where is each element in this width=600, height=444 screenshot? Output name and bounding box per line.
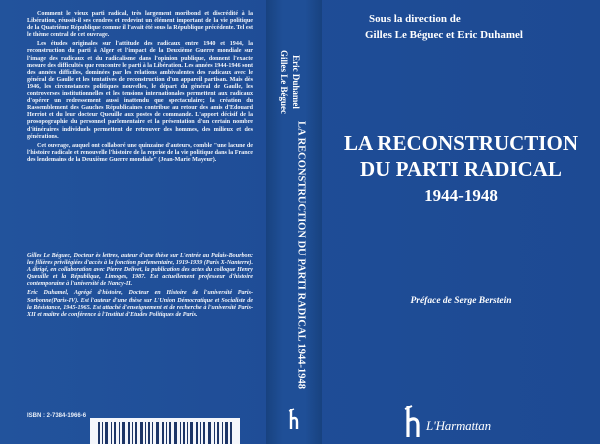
spine-author-1: Gilles Le Béguec [279, 50, 289, 114]
publisher-name: L'Harmattan [426, 418, 491, 433]
book-title [322, 130, 600, 209]
blurb-paragraph-3: Cet ouvrage, auquel ont collaboré une quinzaine d'auteurs, comble "une lacune de l'histoire radicale et renouvelle l'histoire de la reprise de la vie politique dans la France des lendemains de la Deuxième Guerre mondiale" (Jean-Marie Mayeur). [27, 142, 253, 163]
spine [266, 0, 322, 444]
back-cover [0, 0, 266, 444]
title-line-1: LA RECONSTRUCTION [344, 131, 578, 155]
direction-label: Sous la direction de [369, 13, 461, 25]
blurb-paragraph-1: Comment le vieux parti radical, très largement moribond et discrédité à la Libération, réussit-il ses cendres et redevint un élément important de la vie politique de la Quatrième République comme il l'avait été sous la République précédente. Tel est le thème central de cet ouvrage. [27, 11, 253, 39]
isbn: ISBN : 2-7384-1966-6 [27, 413, 87, 419]
author-bios [27, 253, 253, 319]
title-years: 1944-1948 [424, 186, 498, 205]
harmattan-logo-icon [288, 408, 302, 430]
blurb-paragraph-2: Les études originales sur l'attitude des radicaux entre 1940 et 1944, la reconstruction du parti à Alger et l'impact de la Deuxième Guerre mondiale sur l'image des radicaux et du radicalisme dans l'opinion publique, donnent l'exacte mesure des difficultés que rencontre le parti à la Libération. Les années 1944-1946 sont des années difficiles, dominées par les relations ambivalentes des radicaux avec le général de Gaulle et les tentatives de reconstruction d'un appareil partisan. Mais dès 1946, les circonstances politiques nouvelles, le départ du général de Gaulle, les controverses institutionnelles et les tensions internationales permettent aux radicaux d'opérer un redressement aussi inattendu que spectaculaire; la création du Rassemblement des Gauches Républicaines contribue au retour des amis d'Edouard Herriot et du leur docteur Queuille aux postes de commande. L'apport décisif de la prosopographie du personnel parlementaire et la présentation d'un certain nombre d'itinéraires individuels permettent de retrouver des hommes, des milieux et des générations. [27, 41, 253, 140]
spine-author-2: Eric Duhamel [291, 55, 301, 109]
back-cover-blurb [27, 11, 253, 164]
barcode-icon [90, 418, 240, 444]
spine-title: LA RECONSTRUCTION DU PARTI RADICAL 1944-1948 [295, 120, 307, 390]
front-authors: Gilles Le Béguec et Eric Duhamel [365, 29, 523, 41]
author-bio-le-beguec: Gilles Le Béguec, Docteur ès lettres, auteur d'une thèse sur L'entrée au Palais-Bourbon: les filières privilégiées d'accès à la fonction parlementaire, 1919-1939 (Paris X-Nanterre). A dirigé, en collaboration avec Pierre Delivet, la publication des actes du colloque Henry Queuille et la République, Limoges, 1987. Est actuellement professeur d'histoire contemporaine à l'université de Nancy-II. [27, 253, 253, 288]
title-line-2: DU PARTI RADICAL [360, 157, 562, 181]
front-cover [322, 0, 600, 444]
harmattan-logo-icon [403, 404, 423, 438]
author-bio-duhamel: Eric Duhamel, Agrégé d'histoire, Docteur en Histoire de l'université Paris-Sorbonne(Paris-IV). Est l'auteur d'une thèse sur L'Union Démocratique et Socialiste de la Résistance, 1945-1965. Est attaché d'enseignement et de recherche à l'université Paris-XII et maître de conférence à l'Institut d'Etudes Politiques de Paris. [27, 290, 253, 318]
preface-credit: Préface de Serge Berstein [410, 296, 512, 306]
